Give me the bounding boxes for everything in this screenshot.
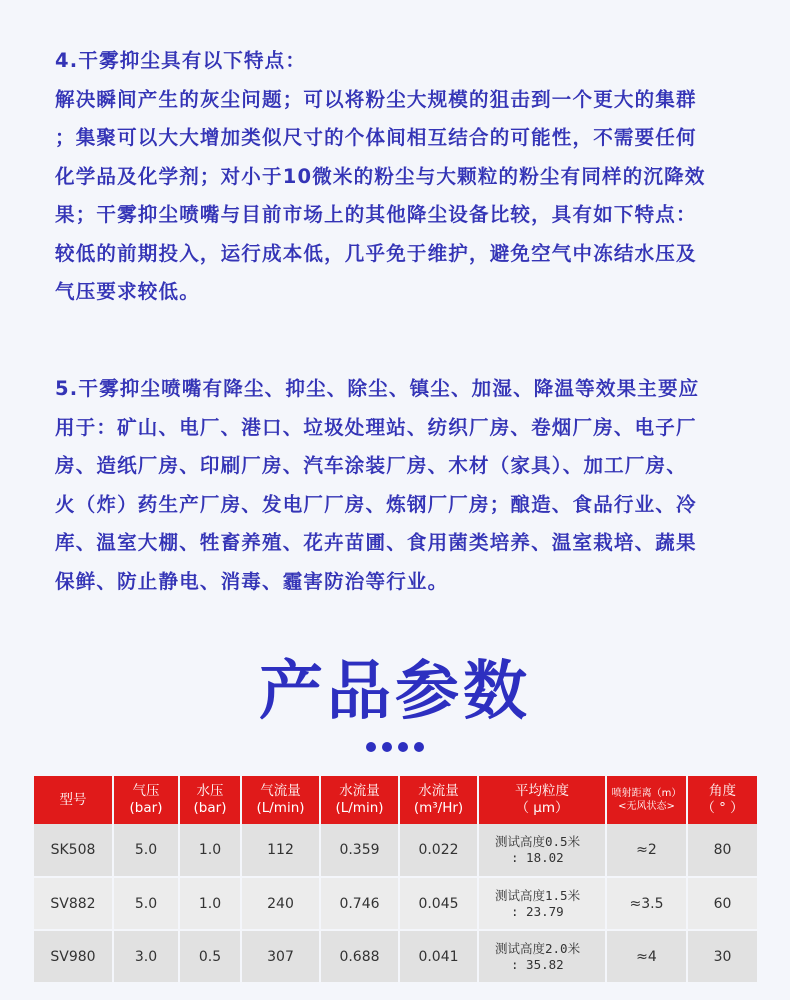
table-row bbox=[34, 877, 757, 930]
table-row bbox=[34, 930, 757, 983]
features-section bbox=[55, 42, 745, 312]
cell-spray-distance: ≈3.5 bbox=[606, 877, 687, 930]
cell-water-flow-m3hr: 0.041 bbox=[399, 930, 478, 983]
cell-model: SK508 bbox=[34, 824, 113, 877]
cell-air-pressure: 3.0 bbox=[113, 930, 179, 983]
features-line: 果；干雾抑尘喷嘴与目前市场上的其他降尘设备比较，具有如下特点： bbox=[55, 203, 697, 226]
col-header-model: 型号 bbox=[34, 776, 113, 824]
dot bbox=[382, 742, 392, 752]
cell-air-flow: 307 bbox=[241, 930, 320, 983]
applications-line: 库、温室大棚、牲畜养殖、花卉苗圃、食用菌类培养、温室栽培、蔬果 bbox=[55, 531, 697, 554]
applications-line: 房、造纸厂房、印刷厂房、汽车涂装厂房、木材（家具）、加工厂房、 bbox=[55, 454, 687, 477]
dot bbox=[414, 742, 424, 752]
cell-angle: 60 bbox=[687, 877, 757, 930]
col-header-water-flow-lmin: 水流量 (L/min) bbox=[320, 776, 399, 824]
col-header-air-pressure: 气压 (bar) bbox=[113, 776, 179, 824]
table-header-row bbox=[34, 776, 757, 824]
cell-air-pressure: 5.0 bbox=[113, 877, 179, 930]
dot bbox=[398, 742, 408, 752]
col-header-particle-size: 平均粒度 （ μm） bbox=[478, 776, 606, 824]
cell-water-flow-lmin: 0.359 bbox=[320, 824, 399, 877]
applications-line: 用于：矿山、电厂、港口、垃圾处理站、纺织厂房、卷烟厂房、电子厂 bbox=[55, 415, 697, 439]
features-line: 化学品及化学剂；对小于10微米的粉尘与大颗粒的粉尘有同样的沉降效 bbox=[55, 164, 706, 188]
cell-model: SV980 bbox=[34, 930, 113, 983]
features-line: ；集聚可以大大增加类似尺寸的个体间相互结合的可能性，不需要任何 bbox=[55, 126, 697, 149]
col-header-water-pressure: 水压 (bar) bbox=[179, 776, 241, 824]
features-line: 气压要求较低。 bbox=[55, 280, 200, 303]
cell-water-flow-lmin: 0.746 bbox=[320, 877, 399, 930]
cell-angle: 80 bbox=[687, 824, 757, 877]
cell-air-flow: 240 bbox=[241, 877, 320, 930]
cell-particle-size: 测试高度0.5米 : 18.02 bbox=[478, 824, 606, 877]
applications-line: 保鲜、防止静电、消毒、霾害防治等行业。 bbox=[55, 569, 449, 593]
features-line: 解决瞬间产生的灰尘问题；可以将粉尘大规模的狙击到一个更大的集群 bbox=[55, 87, 697, 111]
product-params-title: 产品参数 bbox=[259, 655, 531, 729]
cell-angle: 30 bbox=[687, 930, 757, 983]
cell-water-flow-m3hr: 0.045 bbox=[399, 877, 478, 930]
features-line: 较低的前期投入，运行成本低，几乎免于维护，避免空气中冻结水压及 bbox=[55, 241, 697, 265]
cell-spray-distance: ≈4 bbox=[606, 930, 687, 983]
col-header-angle: 角度 （ ° ） bbox=[687, 776, 757, 824]
cell-model: SV882 bbox=[34, 877, 113, 930]
cell-air-flow: 112 bbox=[241, 824, 320, 877]
applications-line: 火（炸）药生产厂房、发电厂厂房、炼钢厂厂房；酿造、食品行业、冷 bbox=[55, 492, 697, 516]
table-row bbox=[34, 824, 757, 877]
applications-section bbox=[55, 370, 745, 601]
col-header-air-flow: 气流量 (L/min) bbox=[241, 776, 320, 824]
title-dots-decoration bbox=[0, 742, 790, 752]
cell-water-pressure: 0.5 bbox=[179, 930, 241, 983]
cell-particle-size: 测试高度1.5米 : 23.79 bbox=[478, 877, 606, 930]
cell-water-flow-lmin: 0.688 bbox=[320, 930, 399, 983]
spec-table bbox=[34, 776, 757, 984]
cell-water-flow-m3hr: 0.022 bbox=[399, 824, 478, 877]
cell-air-pressure: 5.0 bbox=[113, 824, 179, 877]
cell-spray-distance: ≈2 bbox=[606, 824, 687, 877]
cell-water-pressure: 1.0 bbox=[179, 877, 241, 930]
applications-heading: 5.干雾抑尘喷嘴有降尘、抑尘、除尘、镇尘、加湿、降温等效果主要应 bbox=[55, 377, 700, 400]
dot bbox=[366, 742, 376, 752]
cell-water-pressure: 1.0 bbox=[179, 824, 241, 877]
col-header-water-flow-m3hr: 水流量 (m³/Hr) bbox=[399, 776, 478, 824]
features-heading: 4.干雾抑尘具有以下特点： bbox=[55, 49, 307, 72]
col-header-spray-distance: 喷射距离（m） <无风状态> bbox=[606, 776, 687, 824]
cell-particle-size: 测试高度2.0米 : 35.82 bbox=[478, 930, 606, 983]
